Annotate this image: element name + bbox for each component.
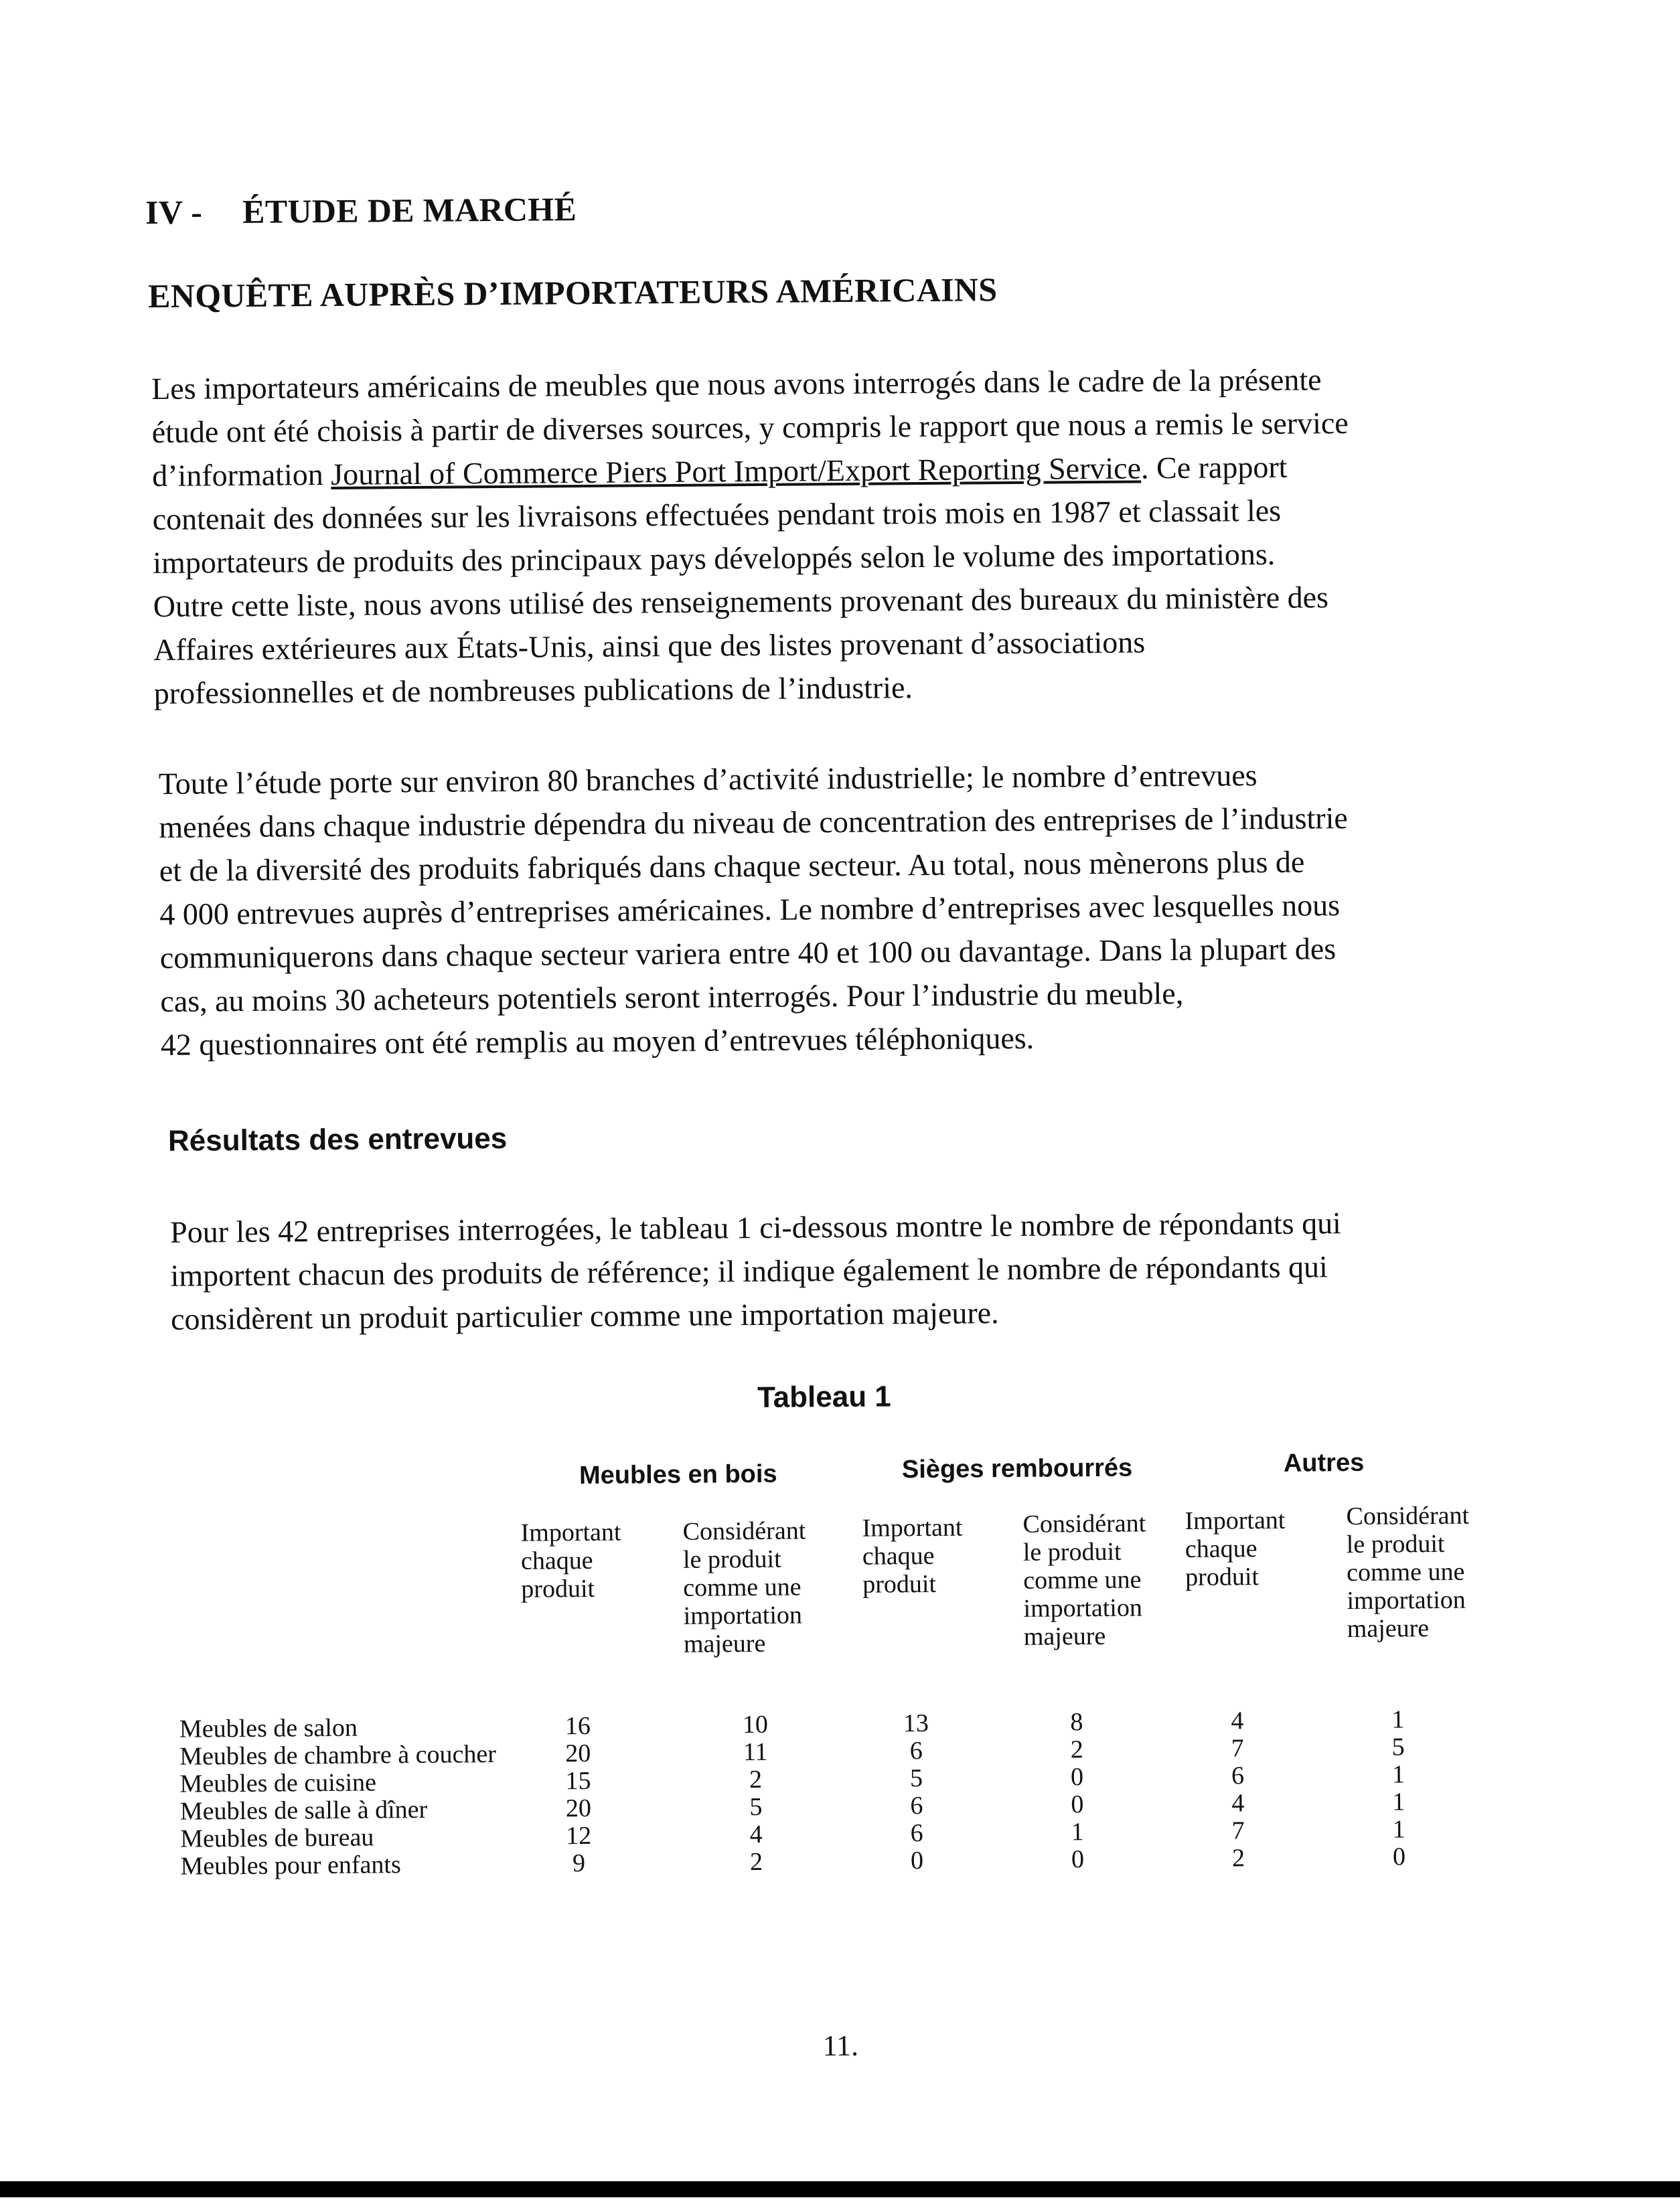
header-line: Considérant: [1022, 1509, 1146, 1539]
table-cell: 0: [910, 1846, 924, 1875]
table-cell: 8: [1070, 1708, 1083, 1737]
text-line: 4 000 entrevues auprès d’entreprises américaines. Le nombre d’entreprises avec lesquelles nous: [159, 888, 1341, 931]
table-cell: 1: [1392, 1815, 1405, 1844]
header-line: Important: [862, 1513, 963, 1543]
header-line: comme une: [1346, 1557, 1465, 1587]
text-line: professionnelles et de nombreuses publications de l’industrie.: [153, 670, 913, 711]
table-cell: 4: [749, 1820, 763, 1849]
row-label: Meubles pour enfants: [180, 1851, 401, 1881]
table-cell: 0: [1392, 1842, 1406, 1871]
header-line: produit: [521, 1574, 595, 1603]
table-cell: 2: [1070, 1735, 1083, 1764]
header-line: majeure: [1023, 1622, 1106, 1651]
text-fragment: . Ce rapport: [1140, 449, 1288, 485]
text-line: Outre cette liste, nous avons utilisé des renseignements provenant des bureaux du ministère des: [153, 580, 1329, 624]
header-line: le produit: [1022, 1537, 1122, 1567]
row-label: Meubles de bureau: [180, 1823, 374, 1853]
group-header-wood: Meubles en bois: [579, 1460, 777, 1490]
text-line: Toute l’étude porte sur environ 80 branches d’activité industrielle; le nombre d’entrevues: [158, 758, 1257, 801]
column-header-important: [1185, 1506, 1286, 1591]
paragraph-results: [170, 1201, 1342, 1341]
table-body: [179, 1705, 1520, 1881]
text-fragment: d’information: [152, 457, 331, 493]
header-line: majeure: [1347, 1614, 1430, 1644]
table-cell: 4: [1231, 1707, 1244, 1735]
table-cell: 2: [749, 1765, 763, 1794]
header-line: le produit: [682, 1545, 781, 1574]
table-cell: 0: [1071, 1790, 1084, 1819]
column-header-major: [1346, 1502, 1470, 1643]
header-line: importation: [1347, 1585, 1466, 1616]
header-line: majeure: [683, 1629, 766, 1658]
table-cell: 4: [1231, 1789, 1245, 1818]
text-line: Affaires extérieures aux États-Unis, ainsi que des listes provenant d’associations: [153, 625, 1146, 667]
header-line: chaque: [1185, 1534, 1257, 1563]
text-line: contenait des données sur les livraisons effectuées pendant trois mois en 1987 et classait les: [152, 493, 1282, 537]
page-number: 11.: [822, 2029, 859, 2063]
text-line: 42 questionnaires ont été remplis au moyen d’entrevues téléphoniques.: [160, 1020, 1035, 1062]
results-heading: Résultats des entrevues: [167, 1121, 508, 1158]
table-cell: 11: [743, 1737, 768, 1767]
text-line: Les importateurs américains de meubles que nous avons interrogés dans le cadre de la présente: [151, 362, 1322, 406]
table-cell: 1: [1391, 1705, 1405, 1734]
text-line: étude ont été choisis à partir de diverses sources, y compris le rapport que nous a remis le service: [151, 406, 1349, 450]
text-line: et de la diversité des produits fabriqués dans chaque secteur. Au total, nous mènerons plus de: [159, 844, 1305, 888]
header-line: produit: [1185, 1563, 1259, 1591]
table-cell: 13: [903, 1709, 929, 1738]
text-line: cas, au moins 30 acheteurs potentiels seront interrogés. Pour l’industrie du meuble,: [160, 975, 1184, 1018]
page-subtitle: ENQUÊTE AUPRÈS D’IMPORTATEURS AMÉRICAINS: [147, 270, 998, 315]
table-cell: 1: [1392, 1788, 1405, 1816]
table-cell: 7: [1231, 1816, 1245, 1845]
row-label: Meubles de chambre à coucher: [179, 1740, 497, 1771]
table-cell: 0: [1070, 1763, 1084, 1792]
row-label: Meubles de salon: [179, 1713, 358, 1743]
table-cell: 2: [749, 1847, 763, 1877]
header-line: Important: [520, 1518, 621, 1547]
row-label: Meubles de cuisine: [179, 1768, 377, 1798]
text-line: importateurs de produits des principaux pays développés selon le volume des importations.: [153, 536, 1276, 580]
table-title: Tableau 1: [757, 1380, 891, 1414]
section-number: IV -: [145, 193, 203, 232]
text-line: importent chacun des produits de référence; il indique également le nombre de répondants qui: [170, 1249, 1328, 1293]
text-line: considèrent un produit particulier comme une importation majeure.: [170, 1295, 999, 1336]
underlined-service-name: Journal of Commerce Piers Port Import/Export Reporting Service: [331, 451, 1142, 491]
table-cell: 16: [564, 1711, 591, 1741]
header-line: le produit: [1346, 1529, 1445, 1559]
text-line: Pour les 42 entreprises interrogées, le tableau 1 ci-dessous montre le nombre de répondants qui: [169, 1206, 1342, 1249]
section-heading: [145, 189, 577, 232]
header-line: Important: [1185, 1506, 1286, 1535]
table-cell: 5: [909, 1764, 923, 1793]
row-label: Meubles de salle à dîner: [179, 1795, 428, 1826]
scan-border-bottom: [0, 2181, 1680, 2197]
table-cell: 5: [749, 1792, 763, 1822]
header-line: chaque: [520, 1546, 593, 1575]
table-cell: 15: [565, 1766, 591, 1796]
text-line: menées dans chaque industrie dépendra du niveau de concentration des entreprises de l’industrie: [159, 801, 1348, 844]
table-cell: 1: [1391, 1760, 1405, 1789]
header-line: importation: [1023, 1593, 1143, 1623]
table-cell: 1: [1071, 1818, 1084, 1846]
column-header-important: [862, 1514, 963, 1599]
group-header-other: Autres: [1283, 1448, 1365, 1478]
table-cell: 6: [909, 1737, 923, 1765]
header-line: chaque: [862, 1541, 935, 1571]
paragraph-sources: [151, 358, 1351, 715]
header-line: Considérant: [1346, 1501, 1470, 1531]
table-cell: 20: [565, 1794, 592, 1823]
column-header-major: [682, 1516, 806, 1658]
header-line: comme une: [683, 1573, 801, 1602]
paragraph-scope: [159, 753, 1350, 1067]
column-header-important: [520, 1518, 621, 1603]
table-cell: 6: [910, 1819, 923, 1848]
table-cell: 2: [1231, 1844, 1245, 1873]
header-line: Considérant: [682, 1516, 806, 1546]
table-cell: 9: [572, 1849, 586, 1878]
section-title: ÉTUDE DE MARCHÉ: [242, 190, 577, 230]
text-line: communiquerons dans chaque secteur variera entre 40 et 100 ou davantage. Dans la plupart des: [159, 931, 1337, 975]
table-cell: 10: [742, 1710, 769, 1739]
table-cell: 12: [566, 1821, 592, 1851]
header-line: comme une: [1023, 1565, 1142, 1595]
table-cell: 6: [910, 1792, 923, 1820]
group-header-upholstered: Sièges rembourrés: [901, 1453, 1133, 1484]
table-cell: 20: [565, 1739, 591, 1768]
table-cell: 0: [1071, 1845, 1085, 1874]
header-line: produit: [862, 1569, 937, 1599]
header-line: importation: [683, 1601, 803, 1630]
table-cell: 7: [1231, 1734, 1244, 1763]
table-cell: 6: [1231, 1761, 1245, 1790]
column-header-major: [1022, 1509, 1146, 1650]
table-cell: 5: [1391, 1733, 1405, 1761]
